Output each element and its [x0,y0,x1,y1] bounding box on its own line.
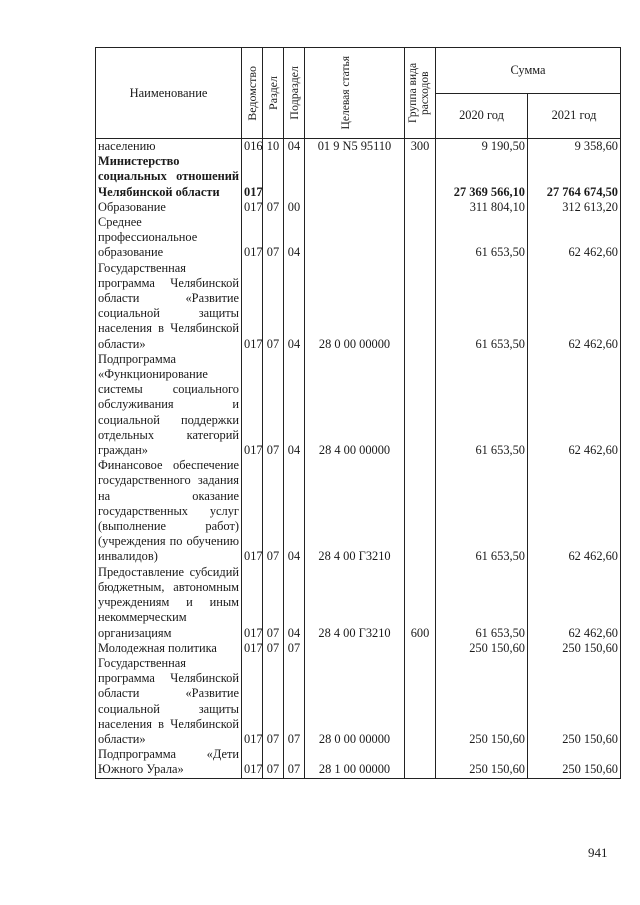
table-body [96,139,621,779]
row-name: Государственная программа Челябинской области «Развитие социальной защиты населения в Челябинской области» [96,656,242,747]
table-row [96,458,621,564]
row-name: населению [96,139,242,155]
row-sum-2021: 9 358,60 [528,139,621,155]
row-sum-2021: 62 462,60 [528,352,621,458]
header-section [263,48,284,139]
row-section: 07 [263,352,284,458]
row-sum-2020: 27 369 566,10 [436,154,528,200]
row-dept: 017 [242,154,263,200]
row-subsection: 04 [284,261,305,352]
header-section-label: Раздел [265,76,280,110]
header-year-2020: 2020 год [436,93,528,139]
row-target: 28 4 00 Г3210 [305,565,405,641]
row-section: 07 [263,458,284,564]
row-name: Государственная программа Челябинской области «Развитие социальной защиты населения в Челябинской области» [96,261,242,352]
row-target [305,154,405,200]
row-target: 28 4 00 Г3210 [305,458,405,564]
row-sum-2020: 61 653,50 [436,215,528,261]
row-target: 28 0 00 00000 [305,656,405,747]
row-group: 300 [405,139,436,155]
row-section: 10 [263,139,284,155]
row-group [405,261,436,352]
header-subsection-label: Подраздел [286,66,301,120]
row-sum-2021: 250 150,60 [528,641,621,656]
row-target: 01 9 N5 95110 [305,139,405,155]
row-dept: 017 [242,215,263,261]
row-group [405,641,436,656]
row-section: 07 [263,656,284,747]
row-dept: 017 [242,261,263,352]
table-row [96,261,621,352]
header-dept [242,48,263,139]
page-number: 941 [588,845,608,860]
row-target: 28 1 00 00000 [305,747,405,778]
row-section: 07 [263,215,284,261]
row-sum-2020: 250 150,60 [436,641,528,656]
row-sum-2020: 250 150,60 [436,747,528,778]
row-group [405,747,436,778]
row-dept: 017 [242,656,263,747]
header-group [405,48,436,139]
header-target-label: Целевая статья [339,56,352,130]
table-header [96,48,621,139]
row-dept: 017 [242,565,263,641]
row-sum-2021: 62 462,60 [528,458,621,564]
row-subsection: 04 [284,352,305,458]
header-sum: Сумма [436,48,621,94]
row-section: 07 [263,200,284,215]
row-group [405,215,436,261]
row-subsection: 04 [284,139,305,155]
table-row [96,641,621,656]
row-sum-2021: 250 150,60 [528,656,621,747]
row-group [405,200,436,215]
row-dept: 017 [242,200,263,215]
row-target: 28 0 00 00000 [305,261,405,352]
row-section [263,154,284,200]
table-row [96,747,621,778]
row-target [305,641,405,656]
row-section: 07 [263,261,284,352]
table-row [96,154,621,200]
header-year-2021: 2021 год [528,93,621,139]
row-section: 07 [263,641,284,656]
row-subsection: 07 [284,641,305,656]
row-dept: 017 [242,747,263,778]
header-dept-label: Ведомство [244,65,259,121]
row-name: Молодежная политика [96,641,242,656]
row-name: Образование [96,200,242,215]
row-dept: 016 [242,139,263,155]
row-sum-2020: 9 190,50 [436,139,528,155]
row-group [405,656,436,747]
row-sum-2021: 62 462,60 [528,215,621,261]
row-sum-2021: 62 462,60 [528,565,621,641]
table-row [96,200,621,215]
row-sum-2020: 61 653,50 [436,458,528,564]
table-row [96,215,621,261]
row-sum-2020: 250 150,60 [436,656,528,747]
row-section: 07 [263,747,284,778]
row-sum-2020: 61 653,50 [436,565,528,641]
row-target [305,200,405,215]
row-sum-2020: 61 653,50 [436,352,528,458]
table-row [96,352,621,458]
row-sum-2020: 311 804,10 [436,200,528,215]
row-group [405,352,436,458]
row-group: 600 [405,565,436,641]
row-sum-2020: 61 653,50 [436,261,528,352]
row-section: 07 [263,565,284,641]
row-subsection: 07 [284,747,305,778]
row-dept: 017 [242,458,263,564]
row-name: Подпрограмма «Дети Южного Урала» [96,747,242,778]
row-sum-2021: 27 764 674,50 [528,154,621,200]
row-subsection: 04 [284,565,305,641]
row-group [405,458,436,564]
table-row [96,656,621,747]
row-name: Предоставление субсидий бюджетным, автономным учреждениям и иным некоммерческим организациям [96,565,242,641]
row-dept: 017 [242,641,263,656]
row-group [405,154,436,200]
row-subsection: 04 [284,458,305,564]
row-name: Министерство социальных отношений Челябинской области [96,154,242,200]
row-sum-2021: 250 150,60 [528,747,621,778]
row-subsection: 07 [284,656,305,747]
table-row [96,139,621,155]
budget-document [95,47,620,779]
row-name: Подпрограмма «Функционирование системы социального обслуживания и социальной поддержки отдельных категорий граждан» [96,352,242,458]
row-target: 28 4 00 00000 [305,352,405,458]
header-target [305,48,405,139]
row-subsection: 04 [284,215,305,261]
row-subsection [284,154,305,200]
row-dept: 017 [242,352,263,458]
row-subsection: 00 [284,200,305,215]
row-target [305,215,405,261]
header-group-label: Группа вида расходов [407,62,431,124]
row-sum-2021: 312 613,20 [528,200,621,215]
row-name: Среднее профессиональное образование [96,215,242,261]
row-name: Финансовое обеспечение государственного задания на оказание государственных услуг (выполнение работ) (учреждения по обучению инвалидов) [96,458,242,564]
budget-table [95,47,621,779]
table-row [96,565,621,641]
header-subsection [284,48,305,139]
row-sum-2021: 62 462,60 [528,261,621,352]
header-name: Наименование [96,48,242,139]
